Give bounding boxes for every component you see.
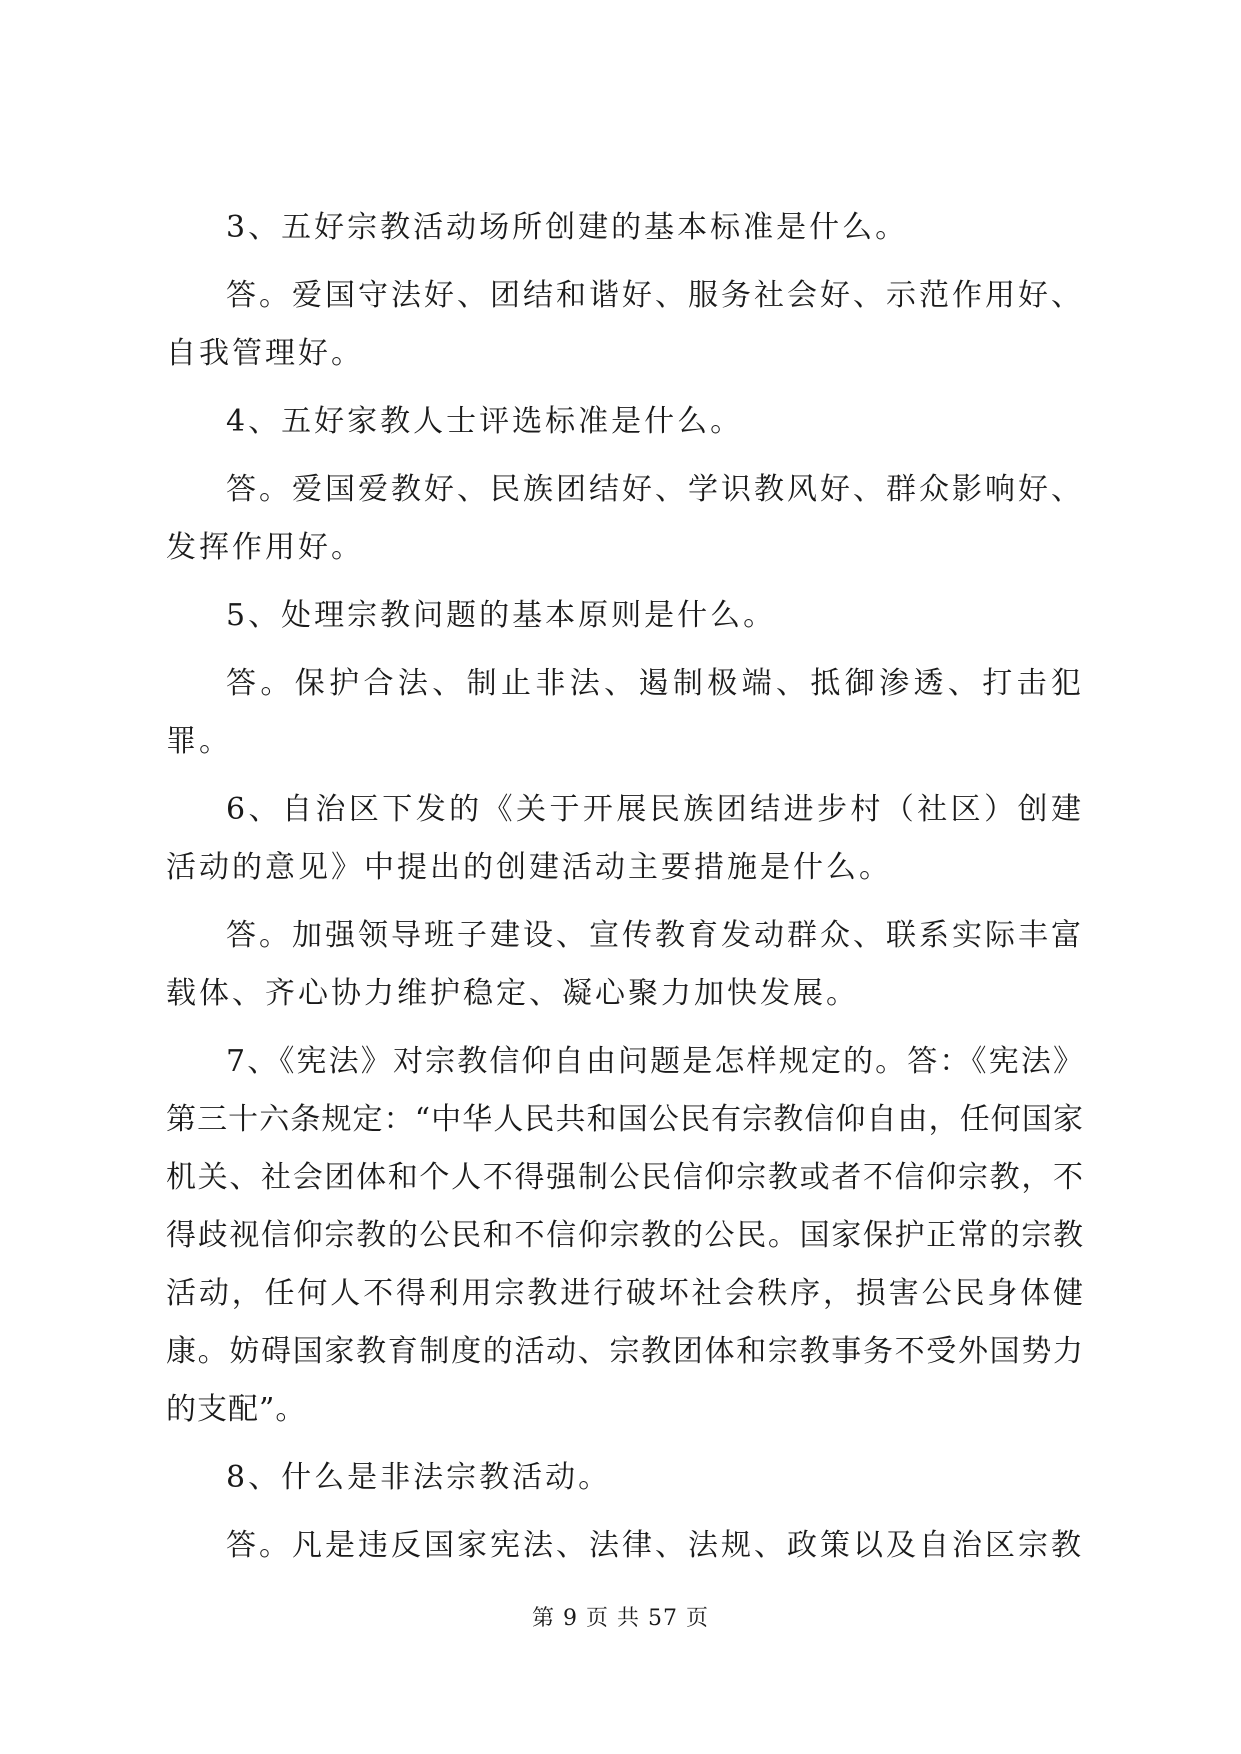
question-3: 3、五好宗教活动场所创建的基本标准是什么。 (226, 210, 909, 245)
page-number-footer: 第 9 页 共 57 页 (532, 1606, 709, 1631)
answer-5: 答。保护合法、制止非法、遏制极端、抵御渗透、打击犯罪。 (166, 666, 1084, 759)
answer-8: 答。凡是违反国家宪法、法律、法规、政策以及自治区宗教 (226, 1528, 1084, 1563)
answer-4: 答。爱国爱教好、民族团结好、学识教风好、群众影响好、发挥作用好。 (166, 472, 1084, 565)
question-5: 5、处理宗教问题的基本原则是什么。 (226, 598, 777, 633)
question-8: 8、什么是非法宗教活动。 (226, 1460, 612, 1495)
question-6: 6、自治区下发的《关于开展民族团结进步村（社区）创建活动的意见》中提出的创建活动主要措施是什么。 (166, 792, 1084, 885)
answer-6: 答。加强领导班子建设、宣传教育发动群众、联系实际丰富载体、齐心协力维护稳定、凝心聚力加快发展。 (166, 918, 1084, 1011)
answer-3: 答。爱国守法好、团结和谐好、服务社会好、示范作用好、自我管理好。 (166, 278, 1084, 371)
question-answer-7: 7、《宪法》对宗教信仰自由问题是怎样规定的。答：《宪法》第三十六条规定：“中华人民共和国公民有宗教信仰自由，任何国家机关、社会团体和个人不得强制公民信仰宗教或者不信仰宗教，不得歧视信仰宗教的公民和不信仰宗教的公民。国家保护正常的宗教活动，任何人不得利用宗教进行破坏社会秩序，损害公民身体健康。妨碍国家教育制度的活动、宗教团体和宗教事务不受外国势力的支配”。 (166, 1044, 1084, 1427)
question-4: 4、五好家教人士评选标准是什么。 (226, 404, 744, 439)
document-body (166, 199, 1084, 1585)
